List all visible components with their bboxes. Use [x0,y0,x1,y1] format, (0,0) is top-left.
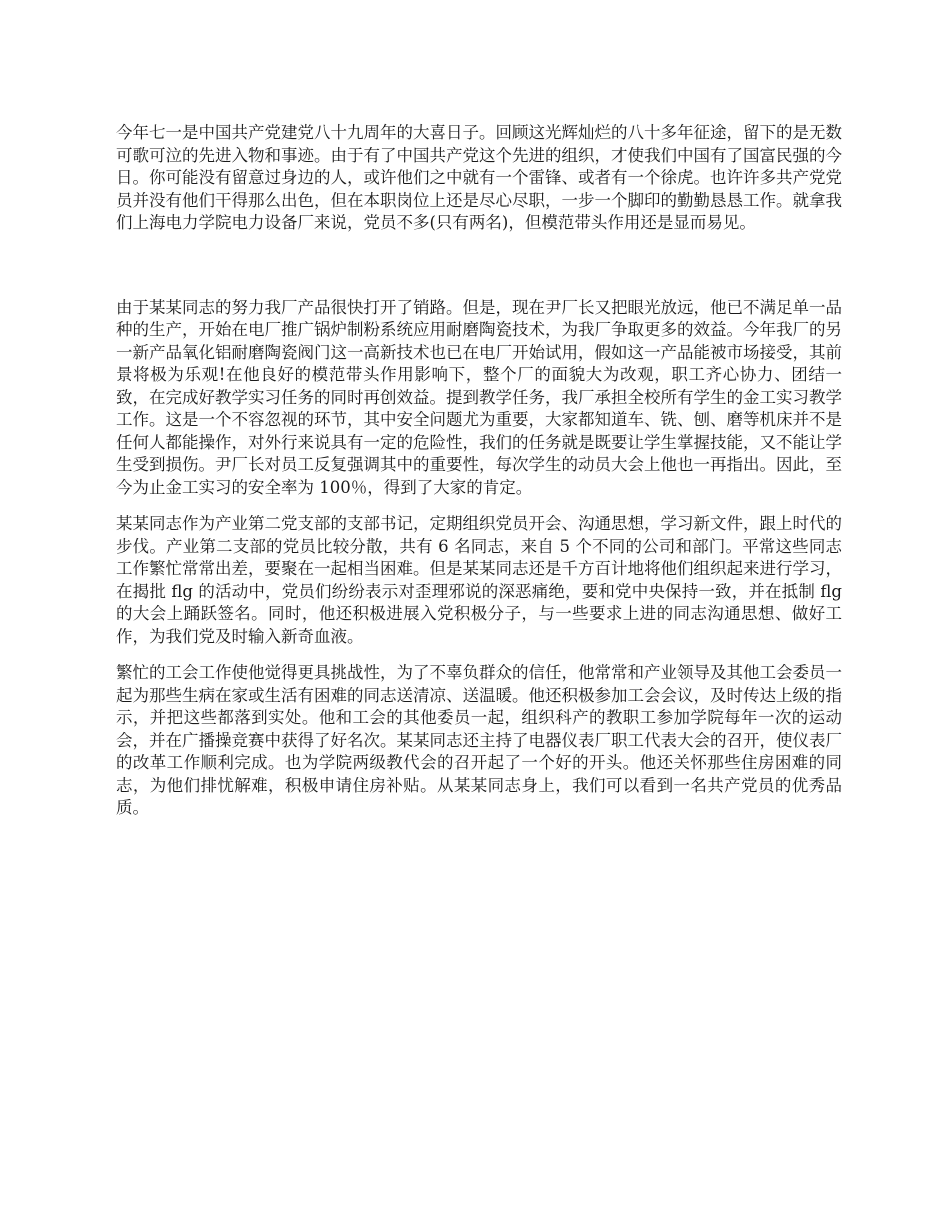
document-body [116,122,842,820]
paragraph-union-work: 繁忙的工会工作使他觉得更具挑战性，为了不辜负群众的信任，他常常和产业领导及其他工会委员一起为那些生病在家或生活有困难的同志送清凉、送温暖。他还积极参加工会会议，及时传达上级的指示，并把这些都落到实处。他和工会的其他委员一起，组织科产的教职工参加学院每年一次的运动会，并在广播操竞赛中获得了好名次。某某同志还主持了电器仪表厂职工代表大会的召开，使仪表厂的改革工作顺利完成。也为学院两级教代会的召开起了一个好的开头。他还关怀那些住房困难的同志，为他们排忧解难，积极申请住房补贴。从某某同志身上，我们可以看到一名共产党员的优秀品质。 [116,663,842,817]
paragraph-sales: 由于某某同志的努力我厂产品很快打开了销路。但是，现在尹厂长又把眼光放远，他已不满足单一品种的生产，开始在电厂推广锅炉制粉系统应用耐磨陶瓷技术，为我厂争取更多的效益。今年我厂的另一新产品氧化铝耐磨陶瓷阀门这一高新技术也已在电厂开始试用，假如这一产品能被市场接受，其前景将极为乐观!在他良好的模范带头作用影响下，整个厂的面貌大为改观，职工齐心协力、团结一致，在完成好教学实习任务的同时再创效益。提到教学任务，我厂承担全校所有学生的金工实习教学工作。这是一个不容忽视的环节，其中安全问题尤为重要，大家都知道车、铣、刨、磨等机床并不是任何人都能操作，对外行来说具有一定的危险性，我们的任务就是既要让学生掌握技能，又不能让学生受到损伤。尹厂长对员工反复强调其中的重要性，每次学生的动员大会上他也一再指出。因此，至今为止金工实习的安全率为 100％，得到了大家的肯定。 [116,297,842,497]
paragraph-party-branch: 某某同志作为产业第二党支部的支部书记，定期组织党员开会、沟通思想，学习新文件，跟上时代的步伐。产业第二支部的党员比较分散，共有 6 名同志，来自 5 个不同的公司和部门。平常这些同志工作繁忙常常出差，要聚在一起相当困难。但是某某同志还是千方百计地将他们组织起来进行学习，在揭批 flg 的活动中，党员们纷纷表示对歪理邪说的深恶痛绝，要和党中央保持一致，并在抵制 flg 的大会上踊跃签名。同时，他还积极进展入党积极分子，与一些要求上进的同志沟通思想、做好工作，为我们党及时输入新奇血液。 [116,514,842,646]
paragraph-intro: 今年七一是中国共产党建党八十九周年的大喜日子。回顾这光辉灿烂的八十多年征途，留下的是无数可歌可泣的先进入物和事迹。由于有了中国共产党这个先进的组织，才使我们中国有了国富民强的今日。你可能没有留意过身边的人，或许他们之中就有一个雷锋、或者有一个徐虎。也许许多共产党党员并没有他们干得那么出色，但在本职岗位上还是尽心尽职，一步一个脚印的勤勤恳恳工作。就拿我们上海电力学院电力设备厂来说，党员不多(只有两名)，但模范带头作用还是显而易见。 [116,123,842,232]
